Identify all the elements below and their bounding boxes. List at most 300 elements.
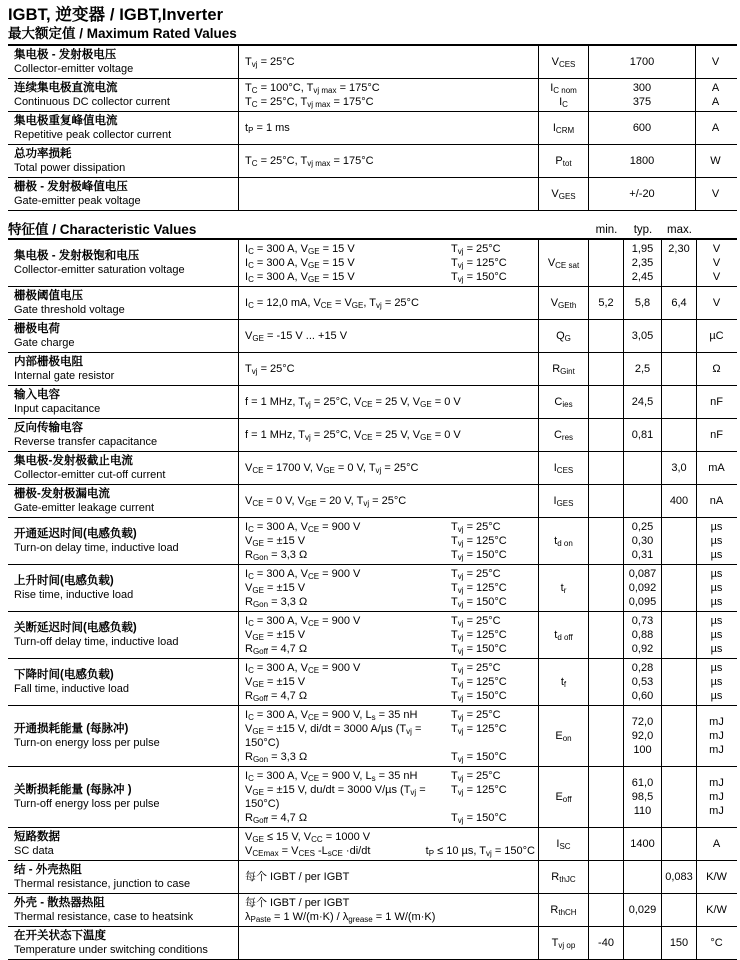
condition-line xyxy=(245,750,535,764)
unit-cell xyxy=(696,518,736,564)
condition-line xyxy=(245,256,535,270)
typ-cell xyxy=(623,861,661,893)
condition-text: $V_{GE} = \pm 15$ V xyxy=(245,676,306,689)
condition-text: f = 1 MHz, $T_{vj} = 25^\circ C$, $V_{CE} = 25$ V, $V_{GE} = 0$ V xyxy=(245,429,461,442)
value-line: mJ xyxy=(709,716,724,728)
value-line: $V_{GES}$ xyxy=(551,188,576,201)
typ-cell xyxy=(623,386,661,418)
spec-row xyxy=(8,706,737,767)
unit-cell xyxy=(696,565,736,611)
param-name-zh: 关断延迟时间(电感负载) xyxy=(14,622,137,634)
max-cell xyxy=(661,659,696,705)
symbol-cell xyxy=(538,659,588,705)
spec-row xyxy=(8,894,737,927)
value-cell xyxy=(588,79,695,111)
condition-text: $T_C = 100^\circ C$, $T_{vj max} = 175^\circ C$ xyxy=(245,82,380,95)
value-line: 5,8 xyxy=(634,297,651,309)
param-name-cell xyxy=(8,353,238,385)
value-line: 0,31 xyxy=(631,549,654,561)
param-name-en: Turn-on delay time, inductive load xyxy=(14,542,179,554)
condition-line xyxy=(245,567,535,581)
symbol-cell xyxy=(538,452,588,484)
value-line: 0,029 xyxy=(628,904,657,916)
value-line: µs xyxy=(710,521,723,533)
unit-cell xyxy=(696,419,736,451)
value-line: $V_{CES}$ xyxy=(551,56,576,69)
param-name-cell xyxy=(8,612,238,658)
value-line: 1800 xyxy=(629,155,655,167)
value-line: $I_C$ xyxy=(559,96,568,109)
value-line: 1,95 xyxy=(631,243,654,255)
value-line: 0,60 xyxy=(631,690,654,702)
typ-cell xyxy=(623,659,661,705)
unit-cell xyxy=(695,46,735,78)
value-line: 600 xyxy=(632,122,652,134)
conditions-cell xyxy=(238,353,538,385)
condition-line xyxy=(245,783,535,811)
value-line: mJ xyxy=(709,805,724,817)
condition-text: $V_{GE} = \pm 15$ V, di/dt = 3000 A/µs $(T_{vj} = 150^\circ C)$ xyxy=(245,723,422,749)
max-cell xyxy=(661,894,696,926)
condition-text: $V_{CE} = 1700$ V, $V_{GE} = 0$ V, $T_{vj} = 25^\circ C$ xyxy=(245,462,419,475)
typ-cell xyxy=(623,767,661,827)
min-cell xyxy=(588,565,623,611)
spec-row xyxy=(8,659,737,706)
symbol-cell xyxy=(538,287,588,319)
min-cell xyxy=(588,659,623,705)
condition-tvj-text: $T_{vj} = 25^\circ C$ xyxy=(451,568,501,581)
value-line: 61,0 xyxy=(631,777,654,789)
param-name-en: Internal gate resistor xyxy=(14,370,115,382)
value-line: A xyxy=(712,838,721,850)
min-cell xyxy=(588,706,623,766)
param-name-zh: 关断损耗能量 (每脉冲 ) xyxy=(14,784,132,796)
value-line: $I_{SC}$ xyxy=(556,838,571,851)
param-name-cell xyxy=(8,320,238,352)
conditions-cell xyxy=(238,706,538,766)
condition-line xyxy=(245,769,535,783)
unit-cell xyxy=(696,894,736,926)
condition-text: $V_{GE} = -15$ V ... +15 V xyxy=(245,330,348,343)
condition-tvj-text: $T_{vj} = 125^\circ C$ xyxy=(451,676,507,689)
param-name-zh: 开通损耗能量 (每脉冲) xyxy=(14,723,129,735)
condition-tvj-text: $T_{vj} = 25^\circ C$ xyxy=(451,662,501,675)
condition-text: $I_C = 300$ A, $V_{GE} = 15$ V xyxy=(245,257,355,270)
value-line: mA xyxy=(708,462,725,474)
condition-text: $R_{Gon} = 3,3$ Ω xyxy=(245,549,308,562)
value-line: 110 xyxy=(633,805,652,817)
value-line: $R_{thJC}$ xyxy=(551,871,576,884)
condition-line xyxy=(245,428,535,442)
param-name-cell xyxy=(8,706,238,766)
value-line: $t_r$ xyxy=(560,582,567,595)
value-line: nF xyxy=(710,396,723,408)
typ-cell xyxy=(623,320,661,352)
value-line: $V_{CE sat}$ xyxy=(547,257,580,270)
conditions-cell xyxy=(238,386,538,418)
value-line: $I_{CES}$ xyxy=(553,462,574,475)
min-cell xyxy=(588,861,623,893)
param-name-zh: 集电极 - 发射极电压 xyxy=(14,49,117,61)
param-name-en: Input capacitance xyxy=(14,403,101,415)
value-line: 0,092 xyxy=(628,582,657,594)
unit-cell xyxy=(696,353,736,385)
param-name-en: Thermal resistance, junction to case xyxy=(14,878,191,890)
max-cell xyxy=(661,828,696,860)
min-cell xyxy=(588,828,623,860)
condition-tvj-text: $T_{vj} = 25^\circ C$ xyxy=(451,770,501,783)
unit-cell xyxy=(695,112,735,144)
condition-line xyxy=(245,811,535,825)
max-cell xyxy=(661,353,696,385)
condition-text: $V_{CEmax} = V_{CES}$ $-L_{sCE} \cdot di/dt$ xyxy=(245,845,371,858)
symbol-cell xyxy=(538,612,588,658)
value-line: $I_{CRM}$ xyxy=(552,122,575,135)
param-name-zh: 栅极电荷 xyxy=(14,323,60,335)
spec-row xyxy=(8,861,737,894)
value-cell xyxy=(588,46,695,78)
unit-cell xyxy=(696,706,736,766)
symbol-cell xyxy=(538,894,588,926)
param-name-en: Fall time, inductive load xyxy=(14,683,129,695)
param-name-zh: 输入电容 xyxy=(14,389,60,401)
value-line: $E_{off}$ xyxy=(555,791,572,804)
value-line: $T_{vj op}$ xyxy=(551,937,576,950)
value-line: +/-20 xyxy=(629,188,655,200)
value-line: V xyxy=(712,271,721,283)
max-cell xyxy=(661,320,696,352)
value-line: $C_{ies}$ xyxy=(554,396,573,409)
param-name-cell xyxy=(8,386,238,418)
max-cell xyxy=(661,927,696,959)
value-line: $I_{C nom}$ xyxy=(550,82,577,95)
param-name-cell xyxy=(8,518,238,564)
max-rated-table xyxy=(8,44,737,211)
min-cell xyxy=(588,612,623,658)
conditions-cell xyxy=(238,287,538,319)
typ-cell xyxy=(623,894,661,926)
symbol-cell xyxy=(538,79,588,111)
value-line: 3,0 xyxy=(671,462,687,474)
condition-line xyxy=(245,534,535,548)
param-name-en: Collector-emitter saturation voltage xyxy=(14,264,185,276)
param-name-cell xyxy=(8,178,238,210)
unit-cell xyxy=(695,79,735,111)
typ-cell xyxy=(623,612,661,658)
conditions-cell xyxy=(238,828,538,860)
min-cell xyxy=(588,767,623,827)
value-line: 0,88 xyxy=(631,629,654,641)
param-name-cell xyxy=(8,240,238,286)
value-line: $V_{GEth}$ xyxy=(550,297,577,310)
condition-text: $R_{Gon} = 3,3$ Ω xyxy=(245,596,308,609)
condition-text: $R_{Gon} = 3,3$ Ω xyxy=(245,751,308,764)
spec-row xyxy=(8,419,737,452)
condition-tvj-text: $T_{vj} = 25^\circ C$ xyxy=(451,243,501,256)
conditions-cell xyxy=(238,145,538,177)
unit-cell xyxy=(696,240,736,286)
value-line: µC xyxy=(709,330,724,342)
value-line: V xyxy=(712,243,721,255)
symbol-cell xyxy=(538,145,588,177)
param-name-en: Temperature under switching conditions xyxy=(14,944,208,956)
condition-text: $I_C = 12,0$ mA, $V_{CE} = V_{GE}$, $T_{vj} = 25^\circ C$ xyxy=(245,297,419,310)
value-line: nF xyxy=(710,429,723,441)
value-line: 5,2 xyxy=(598,297,614,309)
param-name-zh: 下降时间(电感负载) xyxy=(14,669,114,681)
value-line: µs xyxy=(710,643,723,655)
conditions-cell xyxy=(238,320,538,352)
condition-text: 每个 IGBT / per IGBT xyxy=(245,871,350,883)
condition-tvj-text: $T_{vj} = 150^\circ C$ xyxy=(451,812,507,825)
value-line: V xyxy=(711,188,720,200)
max-cell xyxy=(661,565,696,611)
min-cell xyxy=(588,894,623,926)
condition-text: $I_C = 300$ A, $V_{CE} = 900$ V xyxy=(245,662,361,675)
param-name-zh: 结 - 外壳热阻 xyxy=(14,864,82,876)
value-line: V xyxy=(711,56,720,68)
conditions-cell xyxy=(238,927,538,959)
condition-line xyxy=(245,242,535,256)
spec-row xyxy=(8,112,737,145)
typ-cell xyxy=(623,518,661,564)
symbol-cell xyxy=(538,240,588,286)
max-cell xyxy=(661,518,696,564)
param-name-en: Collector-emitter cut-off current xyxy=(14,469,166,481)
condition-line xyxy=(245,614,535,628)
typ-cell xyxy=(623,565,661,611)
unit-cell xyxy=(695,145,735,177)
condition-tvj-text: $T_{vj} = 25^\circ C$ xyxy=(451,521,501,534)
param-name-zh: 开通延迟时间(电感负载) xyxy=(14,528,137,540)
value-line: A xyxy=(711,96,720,108)
max-cell xyxy=(661,452,696,484)
characteristic-table xyxy=(8,238,737,960)
conditions-cell xyxy=(238,79,538,111)
param-name-cell xyxy=(8,287,238,319)
value-line: nA xyxy=(709,495,724,507)
value-line xyxy=(664,256,694,270)
value-line: 0,087 xyxy=(628,568,657,580)
value-cell xyxy=(588,112,695,144)
param-name-cell xyxy=(8,767,238,827)
condition-text: $t_P = 1$ ms xyxy=(245,122,290,135)
max-cell xyxy=(661,612,696,658)
condition-text: $V_{GE} = \pm 15$ V xyxy=(245,535,306,548)
param-name-zh: 集电极-发射极截止电流 xyxy=(14,455,133,467)
param-name-en: Turn-off delay time, inductive load xyxy=(14,636,179,648)
min-cell xyxy=(588,320,623,352)
spec-row xyxy=(8,927,737,960)
condition-tvj-text: $T_{vj} = 125^\circ C$ xyxy=(451,582,507,595)
spec-row xyxy=(8,240,737,287)
typ-cell xyxy=(623,240,661,286)
value-line: mJ xyxy=(709,791,724,803)
min-cell xyxy=(588,452,623,484)
condition-text: $I_C = 300$ A, $V_{GE} = 15$ V xyxy=(245,243,355,256)
condition-text: 每个 IGBT / per IGBT xyxy=(245,897,350,909)
param-name-zh: 总功率损耗 xyxy=(14,148,72,160)
condition-line xyxy=(245,270,535,284)
symbol-cell xyxy=(538,861,588,893)
value-line: $R_{thCH}$ xyxy=(550,904,577,917)
value-line: $t_f$ xyxy=(560,676,567,689)
col-header-max: max. xyxy=(667,224,692,236)
spec-row xyxy=(8,612,737,659)
condition-text: $T_C = 25^\circ C$, $T_{vj max} = 175^\circ C$ xyxy=(245,155,374,168)
conditions-cell xyxy=(238,178,538,210)
value-line: 3,05 xyxy=(631,330,654,342)
value-line: µs xyxy=(710,629,723,641)
param-name-cell xyxy=(8,46,238,78)
condition-text: $T_{vj} = 25^\circ C$ xyxy=(245,56,295,69)
condition-line xyxy=(245,461,535,475)
condition-line xyxy=(245,910,535,924)
symbol-cell xyxy=(538,178,588,210)
param-name-zh: 栅极阈值电压 xyxy=(14,290,83,302)
value-line: µs xyxy=(710,615,723,627)
conditions-cell xyxy=(238,419,538,451)
value-line: 1700 xyxy=(629,56,655,68)
param-name-en: Repetitive peak collector current xyxy=(14,129,172,141)
condition-line xyxy=(245,548,535,562)
condition-tvj-text: $T_{vj} = 150^\circ C$ xyxy=(451,596,507,609)
spec-row xyxy=(8,353,737,386)
symbol-cell xyxy=(538,46,588,78)
value-line: $t_{d off}$ xyxy=(554,629,573,642)
value-line: 300 xyxy=(632,82,652,94)
page-title: IGBT, 逆变器 / IGBT,Inverter xyxy=(8,6,224,24)
max-cell xyxy=(661,386,696,418)
condition-line xyxy=(245,395,535,409)
conditions-cell xyxy=(238,452,538,484)
unit-cell xyxy=(696,386,736,418)
conditions-cell xyxy=(238,46,538,78)
param-name-cell xyxy=(8,112,238,144)
typ-cell xyxy=(623,485,661,517)
spec-row xyxy=(8,79,737,112)
condition-line xyxy=(245,830,535,844)
symbol-cell xyxy=(538,386,588,418)
value-line: 2,35 xyxy=(631,257,654,269)
symbol-cell xyxy=(538,419,588,451)
typ-cell xyxy=(623,927,661,959)
min-cell xyxy=(588,419,623,451)
param-name-cell xyxy=(8,927,238,959)
param-name-zh: 内部栅极电阻 xyxy=(14,356,83,368)
value-line: 2,45 xyxy=(631,271,654,283)
condition-line xyxy=(245,870,535,884)
condition-tvj-text: $T_{vj} = 125^\circ C$ xyxy=(451,723,507,736)
condition-line xyxy=(245,844,535,858)
condition-text: $V_{GE} = \pm 15$ V xyxy=(245,629,306,642)
spec-row xyxy=(8,287,737,320)
spec-row xyxy=(8,145,737,178)
spec-row xyxy=(8,828,737,861)
conditions-cell xyxy=(238,240,538,286)
condition-text: $V_{GE} = \pm 15$ V xyxy=(245,582,306,595)
condition-tvj-text: $T_{vj} = 125^\circ C$ xyxy=(451,535,507,548)
max-cell xyxy=(661,861,696,893)
unit-cell xyxy=(696,612,736,658)
condition-text: $V_{CE} = 0$ V, $V_{GE} = 20$ V, $T_{vj} = 25^\circ C$ xyxy=(245,495,407,508)
condition-tvj-text: $T_{vj} = 25^\circ C$ xyxy=(451,615,501,628)
value-line: $I_{GES}$ xyxy=(553,495,574,508)
param-name-cell xyxy=(8,419,238,451)
conditions-cell xyxy=(238,518,538,564)
value-line: mJ xyxy=(709,730,724,742)
unit-cell xyxy=(696,452,736,484)
condition-line xyxy=(245,494,535,508)
param-name-en: Reverse transfer capacitance xyxy=(14,436,158,448)
conditions-cell xyxy=(238,485,538,517)
param-name-en: Gate-emitter peak voltage xyxy=(14,195,141,207)
param-name-en: Rise time, inductive load xyxy=(14,589,134,601)
value-line: 24,5 xyxy=(631,396,654,408)
max-cell xyxy=(661,706,696,766)
unit-cell xyxy=(695,178,735,210)
spec-row xyxy=(8,767,737,828)
condition-text: $I_C = 300$ A, $V_{GE} = 15$ V xyxy=(245,271,355,284)
condition-text: $V_{GE} \le 15$ V, $V_{CC} = 1000$ V xyxy=(245,831,371,844)
param-name-zh: 反向传输电容 xyxy=(14,422,83,434)
conditions-cell xyxy=(238,565,538,611)
spec-row xyxy=(8,320,737,353)
section-characteristic-title: 特征值 / Characteristic Values xyxy=(8,222,197,237)
param-name-cell xyxy=(8,485,238,517)
condition-line xyxy=(245,675,535,689)
value-line: $t_{d on}$ xyxy=(554,535,573,548)
typ-cell xyxy=(623,828,661,860)
min-cell xyxy=(588,485,623,517)
value-line: 2,30 xyxy=(668,243,690,255)
conditions-cell xyxy=(238,112,538,144)
value-line: $P_{tot}$ xyxy=(555,155,572,168)
value-line: 0,92 xyxy=(631,643,654,655)
condition-text: $T_{vj} = 25^\circ C$ xyxy=(245,363,295,376)
value-line: W xyxy=(710,155,721,167)
param-name-zh: 短路数据 xyxy=(14,831,60,843)
condition-text: $R_{Goff} = 4,7$ Ω xyxy=(245,643,308,656)
value-line: 400 xyxy=(669,495,689,507)
value-cell xyxy=(588,145,695,177)
conditions-cell xyxy=(238,659,538,705)
condition-tvj-text: $T_{vj} = 150^\circ C$ xyxy=(451,549,507,562)
param-name-cell xyxy=(8,79,238,111)
value-line: 375 xyxy=(632,96,652,108)
unit-cell xyxy=(696,485,736,517)
value-cell xyxy=(588,178,695,210)
value-line: Ω xyxy=(712,363,721,375)
condition-text: $R_{Goff} = 4,7$ Ω xyxy=(245,812,308,825)
value-line: 92,0 xyxy=(631,730,654,742)
unit-cell xyxy=(696,659,736,705)
param-name-zh: 栅极-发射极漏电流 xyxy=(14,488,110,500)
value-line: mJ xyxy=(709,777,724,789)
typ-cell xyxy=(623,353,661,385)
value-line: V xyxy=(712,297,721,309)
symbol-cell xyxy=(538,706,588,766)
condition-tvj-text: $T_{vj} = 150^\circ C$ xyxy=(451,643,507,656)
condition-line xyxy=(245,520,535,534)
col-header-min: min. xyxy=(595,224,618,236)
value-line: 0,083 xyxy=(665,871,693,883)
condition-tvj-text: $t_P \le 10$ µs, $T_{vj} = 150^\circ C$ xyxy=(425,845,535,858)
unit-cell xyxy=(696,287,736,319)
condition-tvj-text: $T_{vj} = 125^\circ C$ xyxy=(451,257,507,270)
spec-row xyxy=(8,46,737,79)
condition-line xyxy=(245,581,535,595)
